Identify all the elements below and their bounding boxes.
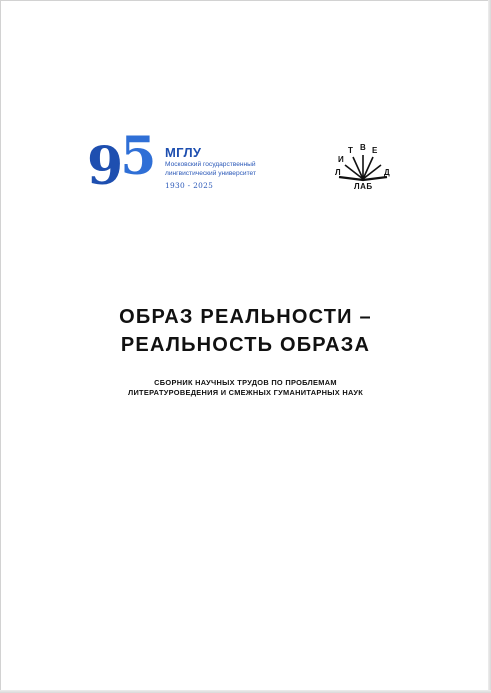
lab-word: ЛАБ	[354, 182, 373, 191]
digit-nine: 9	[87, 136, 121, 197]
university-abbreviation: МГЛУ	[165, 145, 202, 160]
lab-letter-e: Е	[372, 146, 378, 155]
book-subtitle	[41, 378, 450, 398]
subtitle-line1: СБОРНИК НАУЧНЫХ ТРУДОВ ПО ПРОБЛЕМАМ	[154, 378, 337, 387]
lab-letter-t: Т	[348, 146, 353, 155]
lab-letter-l: Л	[335, 168, 341, 177]
lab-letter-v: В	[360, 143, 366, 152]
title-line2: РЕАЛЬНОСТЬ ОБРАЗА	[120, 334, 371, 356]
university-name-line2: лингвистический университет	[165, 170, 257, 177]
lab-letter-d: Д	[384, 168, 390, 177]
lab-letter-i: И	[338, 155, 344, 164]
tvorcheskaya-lab-logo	[335, 143, 397, 201]
title-line1: ОБРАЗ РЕАЛЬНОСТИ –	[119, 306, 372, 328]
subtitle-line2: ЛИТЕРАТУРОВЕДЕНИЯ И СМЕЖНЫХ ГУМАНИТАРНЫХ НАУК	[127, 388, 364, 397]
mglu-logo	[87, 126, 297, 197]
anniversary-years: 1930 - 2025	[165, 181, 214, 190]
mglu-text-block	[165, 145, 300, 190]
university-name-line1: Московский государственный	[165, 161, 256, 168]
anniversary-number	[87, 126, 154, 197]
book-title	[41, 303, 450, 359]
digit-five: 5	[120, 126, 154, 187]
